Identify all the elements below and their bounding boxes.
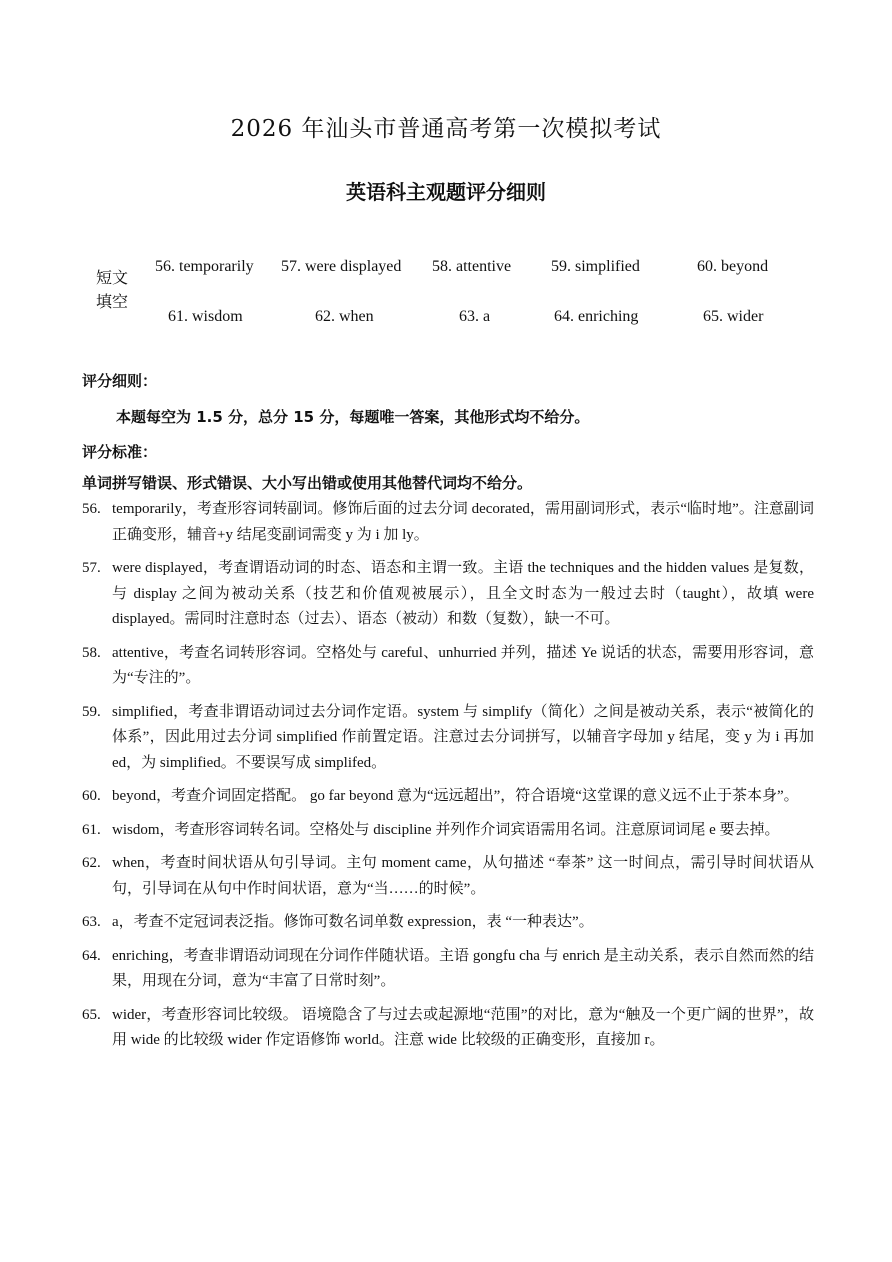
scoring-heading: 评分细则： xyxy=(82,372,158,390)
list-item xyxy=(82,556,814,633)
page-title: 2026 年汕头市普通高考第一次模拟考试 xyxy=(230,116,662,142)
scoring-rule: 本题每空为 1.5 分，总分 15 分，每题唯一答案，其他形式均不给分。 xyxy=(116,408,590,426)
item-number: 63. xyxy=(82,914,101,930)
list-item xyxy=(82,1003,814,1054)
list-item xyxy=(82,944,814,995)
section-label: 短文填空 xyxy=(96,268,129,311)
list-item xyxy=(82,497,814,548)
item-text: beyond，考查介词固定搭配。 go far beyond 意为“远远超出”，符合语境“这堂课的意义远不止于茶本身”。 xyxy=(112,788,799,804)
item-text: wider，考查形容词比较级。 语境隐含了与过去或起源地“范围”的对比，意为“触及一个更广阔的世界”，故用 wide 的比较级 wider 作定语修饰 world。注意 wide 比较级的正确变形，直接加 r。 xyxy=(112,1006,814,1048)
explanation-list xyxy=(82,497,814,1062)
answer-65: 65. wider xyxy=(703,308,764,325)
list-item xyxy=(82,641,814,692)
item-number: 57. xyxy=(82,560,101,576)
page-subtitle: 英语科主观题评分细则 xyxy=(346,180,546,204)
item-number: 60. xyxy=(82,788,101,804)
standard-heading: 评分标准： xyxy=(82,443,158,461)
item-number: 62. xyxy=(82,855,101,871)
answer-56: 56. temporarily xyxy=(155,258,254,275)
list-item xyxy=(82,818,814,844)
item-text: when，考查时间状语从句引导词。主句 moment came，从句描述 “奉茶” 这一时间点，需引导时间状语从句，引导词在从句中作时间状语，意为“当……的时候”。 xyxy=(112,855,814,897)
answer-61: 61. wisdom xyxy=(168,308,243,325)
item-text: were displayed，考查谓语动词的时态、语态和主谓一致。主语 the techniques and the hidden values 是复数，与 display 之间为被动关系（技艺和价值观被展示），且全文时态为一般过去时（taught），故填 were displayed。需同时注意时态（过去）、语态（被动）和数（复数），缺一不可。 xyxy=(112,560,814,627)
item-text: attentive，考查名词转形容词。空格处与 careful、unhurried 并列，描述 Ye 说话的状态，需要用形容词，意为“专注的”。 xyxy=(112,644,814,686)
item-text: simplified，考查非谓语动词过去分词作定语。system 与 simplify（简化）之间是被动关系，表示“被简化的体系”，因此用过去分词 simplified 作前置定语。注意过去分词拼写，以辅音字母加 y 结尾，变 y 为 i 再加 ed，为 simplified。不要误写成 simplifed。 xyxy=(112,703,814,771)
list-item xyxy=(82,700,814,777)
list-item xyxy=(82,851,814,902)
answer-63: 63. a xyxy=(459,308,491,325)
answer-59: 59. simplified xyxy=(551,258,640,275)
item-text: enriching，考查非谓语动词现在分词作伴随状语。主语 gongfu cha 与 enrich 是主动关系，表示自然而然的结果，用现在分词，意为“丰富了日常时刻”。 xyxy=(112,947,814,989)
item-number: 61. xyxy=(82,821,101,838)
item-text: wisdom，考查形容词转名词。空格处与 discipline 并列作介词宾语需用名词。注意原词词尾 e 要去掉。 xyxy=(112,821,780,838)
item-number: 64. xyxy=(82,947,101,964)
answer-57: 57. were displayed xyxy=(281,258,402,275)
item-number: 56. xyxy=(82,501,101,517)
item-text: a，考查不定冠词表泛指。修饰可数名词单数 expression，表 “一种表达”。 xyxy=(112,914,594,930)
item-number: 58. xyxy=(82,644,101,661)
answer-58: 58. attentive xyxy=(432,258,512,275)
item-text: temporarily，考查形容词转副词。修饰后面的过去分词 decorated，需用副词形式，表示“临时地”。注意副词正确变形，辅音+y 结尾变副词需变 y 为 i 加 ly。 xyxy=(112,501,814,543)
item-number: 59. xyxy=(82,703,101,720)
list-item xyxy=(82,784,814,810)
list-item xyxy=(82,910,814,936)
item-number: 65. xyxy=(82,1006,101,1023)
answer-62: 62. when xyxy=(315,308,374,325)
answer-60: 60. beyond xyxy=(697,258,769,275)
answer-64: 64. enriching xyxy=(554,308,639,325)
standard-rule: 单词拼写错误、形式错误、大小写出错或使用其他替代词均不给分。 xyxy=(82,474,533,492)
